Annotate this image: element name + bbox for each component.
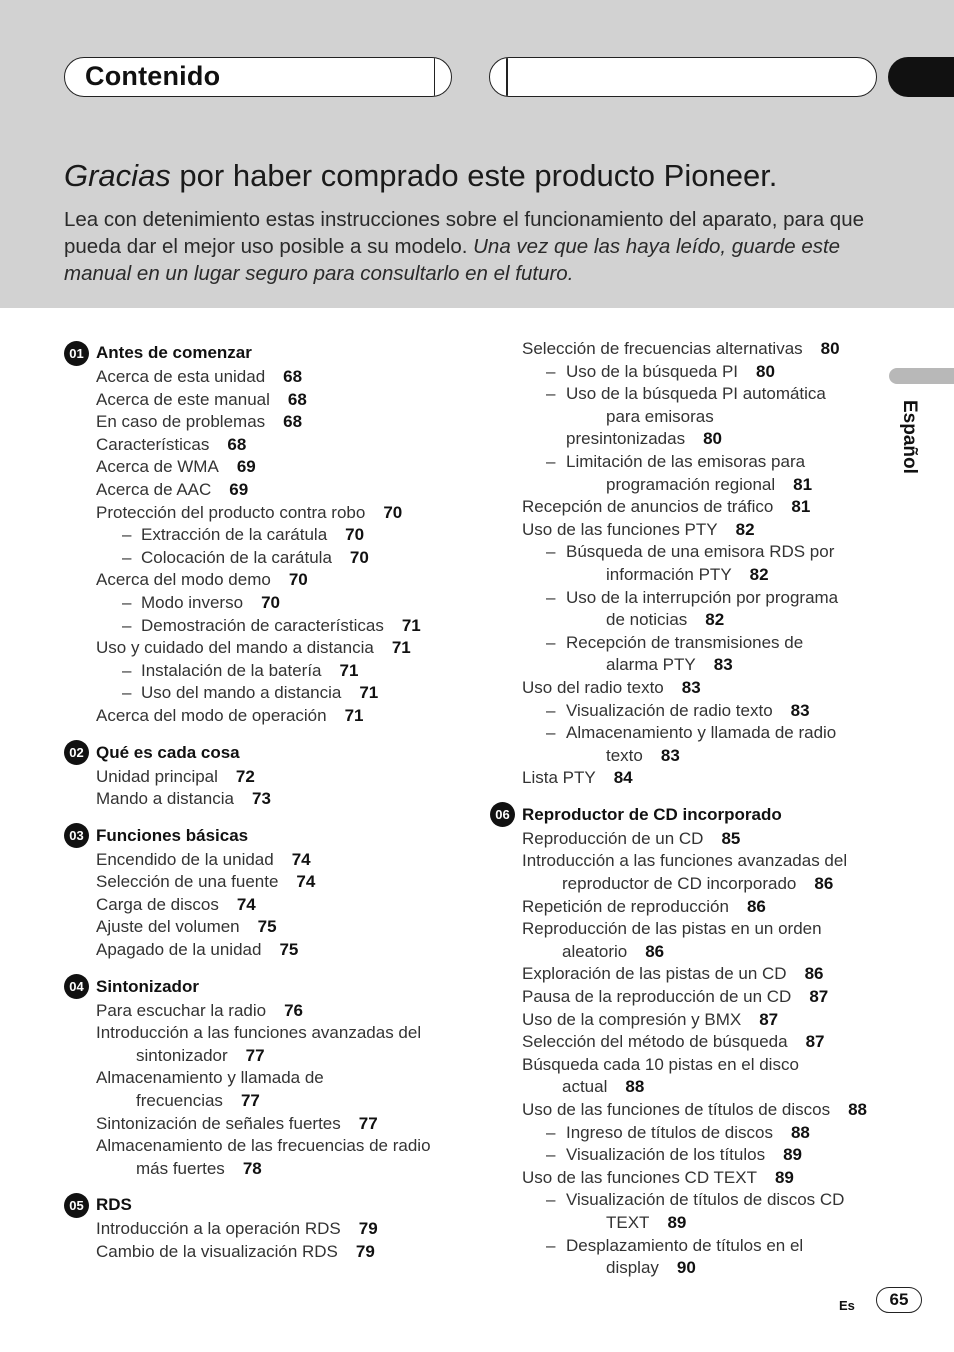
toc-page-number: 70 [345, 525, 365, 545]
toc-entry-line: Encendido de la unidad [96, 849, 274, 869]
toc-entry-line: Colocación de la carátula [141, 547, 332, 567]
section-title: Reproductor de CD incorporado [522, 804, 782, 824]
toc-entry-line: Pausa de la reproducción de un CD [522, 987, 792, 1007]
toc-page-number: 89 [774, 1167, 794, 1187]
toc-entry-line: Características [96, 434, 210, 454]
toc-entry-line: texto [606, 745, 643, 765]
toc-entry-line: Visualización de radio texto [566, 700, 773, 720]
toc-entry-text [96, 390, 307, 409]
toc-entry-line: Limitación de las emisoras para [566, 451, 806, 471]
toc-page-number: 86 [814, 874, 834, 894]
toc-entry-text [96, 435, 246, 454]
toc-page-number: 81 [791, 497, 811, 517]
toc-entry-line: Acerca de AAC [96, 479, 212, 499]
blank-pill [489, 57, 877, 97]
toc-entry-text [96, 570, 308, 589]
toc-page-number: 72 [235, 766, 255, 786]
toc-entry-text [522, 897, 766, 916]
toc-page-number: 70 [261, 592, 280, 612]
toc-entry[interactable] [64, 894, 464, 917]
toc-entry[interactable] [64, 1067, 464, 1112]
toc-entry-line: En caso de problemas [96, 412, 266, 432]
toc-dash: – [546, 700, 556, 720]
toc-entry-text [522, 964, 824, 983]
toc-page-number: 68 [227, 434, 247, 454]
toc-entry[interactable] [490, 1144, 870, 1167]
toc-entry-line: Cambio de la visualización RDS [96, 1242, 338, 1261]
toc-entry-text [522, 768, 633, 787]
toc-entry-text [96, 1242, 375, 1261]
toc-entry[interactable] [64, 434, 464, 457]
toc-entry[interactable] [490, 338, 870, 361]
toc-entry-line: Selección de una fuente [96, 872, 279, 892]
toc-page-number: 71 [391, 638, 411, 658]
toc-entry-line: más fuertes [136, 1158, 225, 1178]
toc-entry-text [96, 1023, 421, 1065]
toc-page-number: 80 [756, 361, 775, 381]
toc-entry-text [522, 919, 822, 961]
toc-entry-line: Selección del método de búsqueda [522, 1032, 788, 1052]
toc-entry-line: programación regional [606, 474, 776, 494]
toc-page-number: 87 [809, 987, 829, 1007]
toc-dash: – [122, 683, 132, 703]
toc-entry-line: Carga de discos [96, 894, 219, 914]
language-label [876, 400, 946, 500]
toc-entry-line: Almacenamiento y llamada de radio [566, 723, 837, 743]
toc-entry[interactable] [64, 615, 464, 638]
toc-entry-line: Lista PTY [522, 768, 596, 788]
toc-section [64, 974, 464, 1181]
toc-entry-line: Uso y cuidado del mando a distancia [96, 638, 374, 658]
toc-page-number: 69 [236, 457, 256, 477]
section-heading[interactable] [64, 340, 464, 366]
toc-entry-line: Modo inverso [141, 592, 244, 612]
toc-entry-text [522, 1032, 825, 1051]
toc-page-number: 79 [358, 1219, 378, 1239]
toc-entry[interactable] [490, 1009, 870, 1032]
toc-dash: – [122, 660, 132, 680]
toc-page-number: 70 [349, 547, 369, 567]
toc-entry-text [96, 850, 311, 869]
toc-page-number: 87 [759, 1009, 779, 1029]
toc-entry-line: Exploración de las pistas de un CD [522, 964, 787, 984]
toc-entry-line: display [606, 1258, 659, 1278]
toc-entry[interactable] [490, 1054, 870, 1099]
headline [64, 158, 777, 194]
toc-entry[interactable] [490, 632, 870, 677]
toc-entry[interactable] [490, 722, 870, 767]
headline-italic: Gracias [64, 158, 171, 193]
toc-entry-text [96, 1001, 303, 1020]
toc-entry[interactable] [490, 541, 870, 586]
chapter-tab [888, 57, 954, 97]
toc-entry-text [96, 367, 302, 386]
toc-entry-text [96, 412, 302, 431]
toc-entry-text [522, 678, 701, 697]
toc-entry[interactable] [490, 1235, 870, 1280]
toc-page-number: 83 [790, 700, 810, 720]
toc-page-number: 71 [359, 683, 379, 703]
toc-entry[interactable] [490, 519, 870, 542]
section-title: Qué es cada cosa [96, 742, 240, 762]
toc-entry[interactable] [490, 963, 870, 986]
toc-entry[interactable] [64, 502, 464, 525]
toc-entry-line: Protección del producto contra robo [96, 502, 366, 522]
toc-page-number: 76 [284, 1000, 304, 1020]
section-title: Antes de comenzar [96, 343, 252, 362]
toc-entry[interactable] [490, 850, 870, 895]
section-number-badge: 06 [490, 802, 515, 827]
toc-entry[interactable] [490, 828, 870, 851]
toc-page-number: 71 [401, 615, 421, 635]
toc-page-number: 80 [820, 339, 840, 358]
toc-entry-line: Almacenamiento de las frecuencias de radio [96, 1136, 431, 1156]
toc-entry[interactable] [490, 587, 870, 632]
toc-page-number: 75 [279, 940, 299, 960]
toc-entry-text [96, 706, 364, 725]
toc-page-number: 83 [681, 677, 701, 697]
section-heading[interactable] [64, 823, 464, 849]
toc-page-number: 89 [667, 1212, 687, 1232]
toc-entry[interactable] [490, 767, 870, 790]
toc-entry-text [96, 638, 411, 657]
toc-entry-line: de noticias [606, 610, 688, 630]
toc-left-column [64, 338, 464, 1276]
section-heading[interactable] [490, 802, 870, 828]
toc-page-number: 79 [355, 1242, 375, 1261]
toc-entry-line: Para escuchar la radio [96, 1000, 267, 1020]
toc-entry[interactable] [64, 916, 464, 939]
toc-entry-text [96, 895, 256, 914]
toc-entry[interactable] [490, 1189, 870, 1234]
page-number: 65 [876, 1287, 922, 1313]
toc-page-number: 68 [287, 389, 307, 409]
toc-page-number: 88 [625, 1077, 645, 1097]
toc-entry[interactable] [64, 1000, 464, 1023]
section-number-badge: 04 [64, 974, 89, 999]
toc-entry[interactable] [64, 1241, 464, 1264]
pill-divider [434, 58, 436, 96]
toc-entry[interactable] [490, 383, 870, 451]
toc-entry[interactable] [490, 918, 870, 963]
toc-entry[interactable] [64, 569, 464, 592]
toc-page-number: 88 [848, 1100, 867, 1119]
toc-entry[interactable] [64, 637, 464, 660]
toc-dash: – [546, 587, 556, 607]
toc-page-number: 86 [804, 964, 824, 984]
toc-page-number: 78 [242, 1158, 262, 1178]
section-number-badge: 03 [64, 823, 89, 848]
toc-entry[interactable] [490, 1031, 870, 1054]
toc-dash: – [546, 723, 556, 743]
toc-page-number: 68 [283, 367, 303, 386]
toc-entry[interactable] [490, 496, 870, 519]
toc-entry-line: Selección de frecuencias alternativas [522, 339, 803, 358]
toc-entry-text [522, 1055, 799, 1097]
section-title: Funciones básicas [96, 825, 249, 845]
toc-entry[interactable] [64, 871, 464, 894]
toc-page-number: 80 [703, 429, 722, 449]
contents-title-pill [64, 57, 452, 97]
toc-page-number: 82 [735, 519, 755, 539]
toc-entry-text [522, 1100, 867, 1119]
toc-entry[interactable] [64, 1135, 464, 1180]
toc-entry[interactable] [64, 456, 464, 479]
toc-entry[interactable] [490, 1167, 870, 1190]
toc-entry-line: Uso de la compresión y BMX [522, 1009, 742, 1029]
toc-page-number: 70 [383, 502, 403, 522]
toc-entry-text [96, 1068, 324, 1110]
toc-page-number: 82 [705, 610, 725, 630]
toc-entry-text [96, 503, 402, 522]
toc-dash: – [546, 1122, 556, 1142]
toc-entry-line: Uso de la búsqueda PI [566, 361, 739, 381]
toc-entry[interactable] [490, 361, 870, 384]
toc-entry[interactable] [490, 1099, 870, 1122]
toc-dash: – [546, 1190, 556, 1210]
toc-entry-line: Recepción de transmisiones de [566, 632, 804, 652]
toc-page-number: 83 [660, 745, 680, 765]
toc-entry-line: para emisoras presintonizadas [566, 406, 714, 449]
toc-entry[interactable] [64, 1218, 464, 1241]
toc-entry-text [522, 829, 740, 848]
toc-page-number: 85 [721, 828, 741, 848]
toc-entry-line: Almacenamiento y llamada de [96, 1068, 324, 1088]
toc-entry-line: Uso de las funciones PTY [522, 519, 718, 539]
toc-page-number: 90 [676, 1258, 696, 1278]
toc-page-number: 69 [229, 479, 249, 499]
header-band [0, 0, 954, 308]
toc-entry-line: Introducción a las funciones avanzadas del [522, 851, 848, 871]
section-heading[interactable] [64, 740, 464, 766]
toc-page-number: 68 [283, 412, 303, 432]
toc-entry-line: aleatorio [562, 941, 628, 961]
toc-entry-text [96, 457, 256, 476]
intro-plain: Lea con detenimiento estas instrucciones sobre el funcionamiento del aparato, para que pueda dar el mejor uso posible a su modelo. [64, 208, 865, 258]
page-language-code: Es [839, 1298, 855, 1313]
toc-entry-line: reproductor de CD incorporado [562, 874, 797, 894]
toc-entry-text [96, 1219, 378, 1238]
toc-entry[interactable] [64, 366, 464, 389]
toc-page-number: 73 [251, 789, 271, 809]
toc-page-number: 71 [339, 660, 359, 680]
toc-dash: – [122, 592, 132, 612]
toc-entry-text [96, 1136, 431, 1178]
toc-entry-line: Uso de la interrupción por programa [566, 587, 839, 607]
toc-page-number: 71 [344, 705, 364, 725]
section-number-badge: 02 [64, 740, 89, 765]
toc-dash: – [546, 542, 556, 562]
toc-entry[interactable] [64, 411, 464, 434]
toc-entry-line: TEXT [606, 1212, 650, 1232]
toc-entry[interactable] [64, 788, 464, 811]
toc-entry-line: Repetición de reproducción [522, 896, 729, 916]
toc-entry-line: Uso del radio texto [522, 677, 664, 697]
toc-page-number: 86 [645, 941, 665, 961]
toc-page-number: 77 [245, 1045, 265, 1065]
toc-page-number: 70 [288, 570, 308, 590]
toc-entry-text [522, 851, 847, 893]
toc-section [490, 802, 870, 1280]
toc-entry-line: actual [562, 1077, 608, 1097]
toc-entry[interactable] [64, 389, 464, 412]
toc-entry[interactable] [64, 660, 464, 683]
headline-rest: por haber comprado este producto Pioneer. [170, 158, 778, 193]
section-title: Sintonizador [96, 976, 199, 996]
toc-entry-line: Recepción de anuncios de tráfico [522, 497, 774, 517]
toc-entry-text [96, 940, 298, 959]
toc-entry[interactable] [64, 547, 464, 570]
toc-page-number: 81 [793, 474, 813, 494]
section-title: RDS [96, 1195, 132, 1215]
toc-dash: – [122, 525, 132, 545]
toc-entry-line: Uso de las funciones de títulos de discos [522, 1100, 831, 1119]
toc-page-number: 86 [746, 896, 766, 916]
toc-entry[interactable] [490, 896, 870, 919]
toc-entry-text [96, 789, 271, 808]
toc-entry[interactable] [64, 682, 464, 705]
toc-dash: – [122, 547, 132, 567]
toc-entry[interactable] [490, 700, 870, 723]
toc-entry[interactable] [64, 524, 464, 547]
toc-entry-line: Acerca del modo de operación [96, 705, 327, 725]
toc-entry[interactable] [64, 479, 464, 502]
toc-dash: – [122, 615, 132, 635]
toc-page-number: 82 [749, 564, 769, 584]
toc-section-continued [490, 338, 870, 790]
section-number-badge: 01 [64, 341, 89, 366]
language-tab-marker [889, 368, 954, 384]
toc-dash: – [546, 1145, 556, 1165]
toc-section [64, 340, 464, 728]
language-label-text: Español [899, 400, 920, 474]
toc-page-number: 87 [805, 1032, 825, 1052]
toc-entry[interactable] [490, 451, 870, 496]
toc-entry-text [96, 767, 255, 786]
section-heading[interactable] [64, 1192, 464, 1218]
toc-entry-text [96, 872, 315, 891]
section-number-badge: 05 [64, 1193, 89, 1218]
toc-page-number: 89 [783, 1145, 802, 1165]
toc-page-number: 75 [257, 917, 277, 937]
toc-entry-line: Visualización de los títulos [566, 1145, 766, 1165]
toc-page-number: 77 [358, 1113, 378, 1133]
toc-entry-line: Extracción de la carátula [141, 525, 328, 545]
toc-page-number: 77 [240, 1091, 260, 1111]
toc-entry-line: Búsqueda de una emisora RDS por [566, 542, 835, 562]
toc-entry-line: Instalación de la batería [141, 660, 322, 680]
toc-entry-line: Uso del mando a distancia [141, 683, 342, 703]
toc-entry-line: Acerca de esta unidad [96, 367, 266, 386]
section-heading[interactable] [64, 974, 464, 1000]
toc-entry-line: Introducción a la operación RDS [96, 1219, 341, 1239]
toc-entry-text [522, 1010, 778, 1029]
toc-entry-line: Acerca de este manual [96, 389, 270, 409]
toc-entry-line: Unidad principal [96, 766, 218, 786]
toc-dash: – [546, 1235, 556, 1255]
toc-entry-text [96, 1114, 378, 1133]
toc-entry-line: Visualización de títulos de discos CD [566, 1190, 845, 1210]
toc-entry-text [522, 339, 840, 358]
toc-entry-text [96, 917, 277, 936]
toc-entry-line: Demostración de características [141, 615, 384, 635]
toc-entry[interactable] [64, 849, 464, 872]
toc-entry[interactable] [64, 1022, 464, 1067]
toc-section [64, 740, 464, 811]
toc-entry-line: Ajuste del volumen [96, 917, 240, 937]
contents-title: Contenido [85, 61, 221, 91]
toc-page-number: 84 [613, 768, 633, 788]
toc-entry[interactable] [490, 986, 870, 1009]
toc-entry-line: alarma PTY [606, 655, 696, 675]
toc-entry-line: Mando a distancia [96, 789, 234, 809]
toc-entry-text [522, 987, 828, 1006]
toc-entry-line: Uso de las funciones CD TEXT [522, 1167, 757, 1187]
toc-entry-text [96, 480, 248, 499]
toc-entry[interactable] [64, 1113, 464, 1136]
pill-divider [506, 58, 508, 96]
toc-dash: – [546, 632, 556, 652]
toc-entry-line: Sintonización de señales fuertes [96, 1113, 341, 1133]
toc-dash: – [546, 451, 556, 471]
toc-entry-line: Ingreso de títulos de discos [566, 1122, 773, 1142]
intro-text [64, 206, 884, 287]
toc-entry-text [522, 1168, 794, 1187]
toc-entry[interactable] [490, 677, 870, 700]
toc-entry-line: Desplazamiento de títulos en el [566, 1235, 804, 1255]
toc-entry-line: Búsqueda cada 10 pistas en el disco [522, 1054, 799, 1074]
toc-entry-line: Acerca del modo demo [96, 570, 271, 590]
toc-page-number: 88 [790, 1122, 810, 1142]
toc-entry-text [522, 497, 810, 516]
toc-dash: – [546, 361, 556, 381]
intro-italic: Una vez que las haya leído, guarde este manual en un lugar seguro para consultarlo en el futuro. [64, 235, 841, 285]
toc-section [64, 1192, 464, 1263]
toc-entry-line: Reproducción de las pistas en un orden [522, 919, 822, 939]
toc-entry[interactable] [490, 1122, 870, 1145]
toc-entry-line: Reproducción de un CD [522, 828, 704, 848]
toc-page-number: 83 [713, 655, 733, 675]
toc-entry[interactable] [64, 592, 464, 615]
toc-entry-line: Apagado de la unidad [96, 940, 262, 960]
toc-entry-line: Acerca de WMA [96, 457, 219, 477]
toc-dash: – [546, 384, 556, 404]
toc-entry-line: frecuencias [136, 1091, 223, 1111]
toc-entry-text [522, 520, 755, 539]
toc-right-column [490, 338, 870, 1292]
toc-page-number: 74 [296, 872, 316, 892]
toc-entry-line: Introducción a las funciones avanzadas del [96, 1023, 422, 1043]
toc-entry-line: sintonizador [136, 1045, 228, 1065]
toc-entry-line: información PTY [606, 564, 732, 584]
toc-page-number: 74 [291, 849, 311, 869]
toc-entry[interactable] [64, 766, 464, 789]
toc-entry[interactable] [64, 939, 464, 962]
toc-section [64, 823, 464, 962]
toc-entry-line: Uso de la búsqueda PI automática [566, 384, 826, 404]
toc-page-number: 74 [236, 894, 256, 914]
toc-entry[interactable] [64, 705, 464, 728]
